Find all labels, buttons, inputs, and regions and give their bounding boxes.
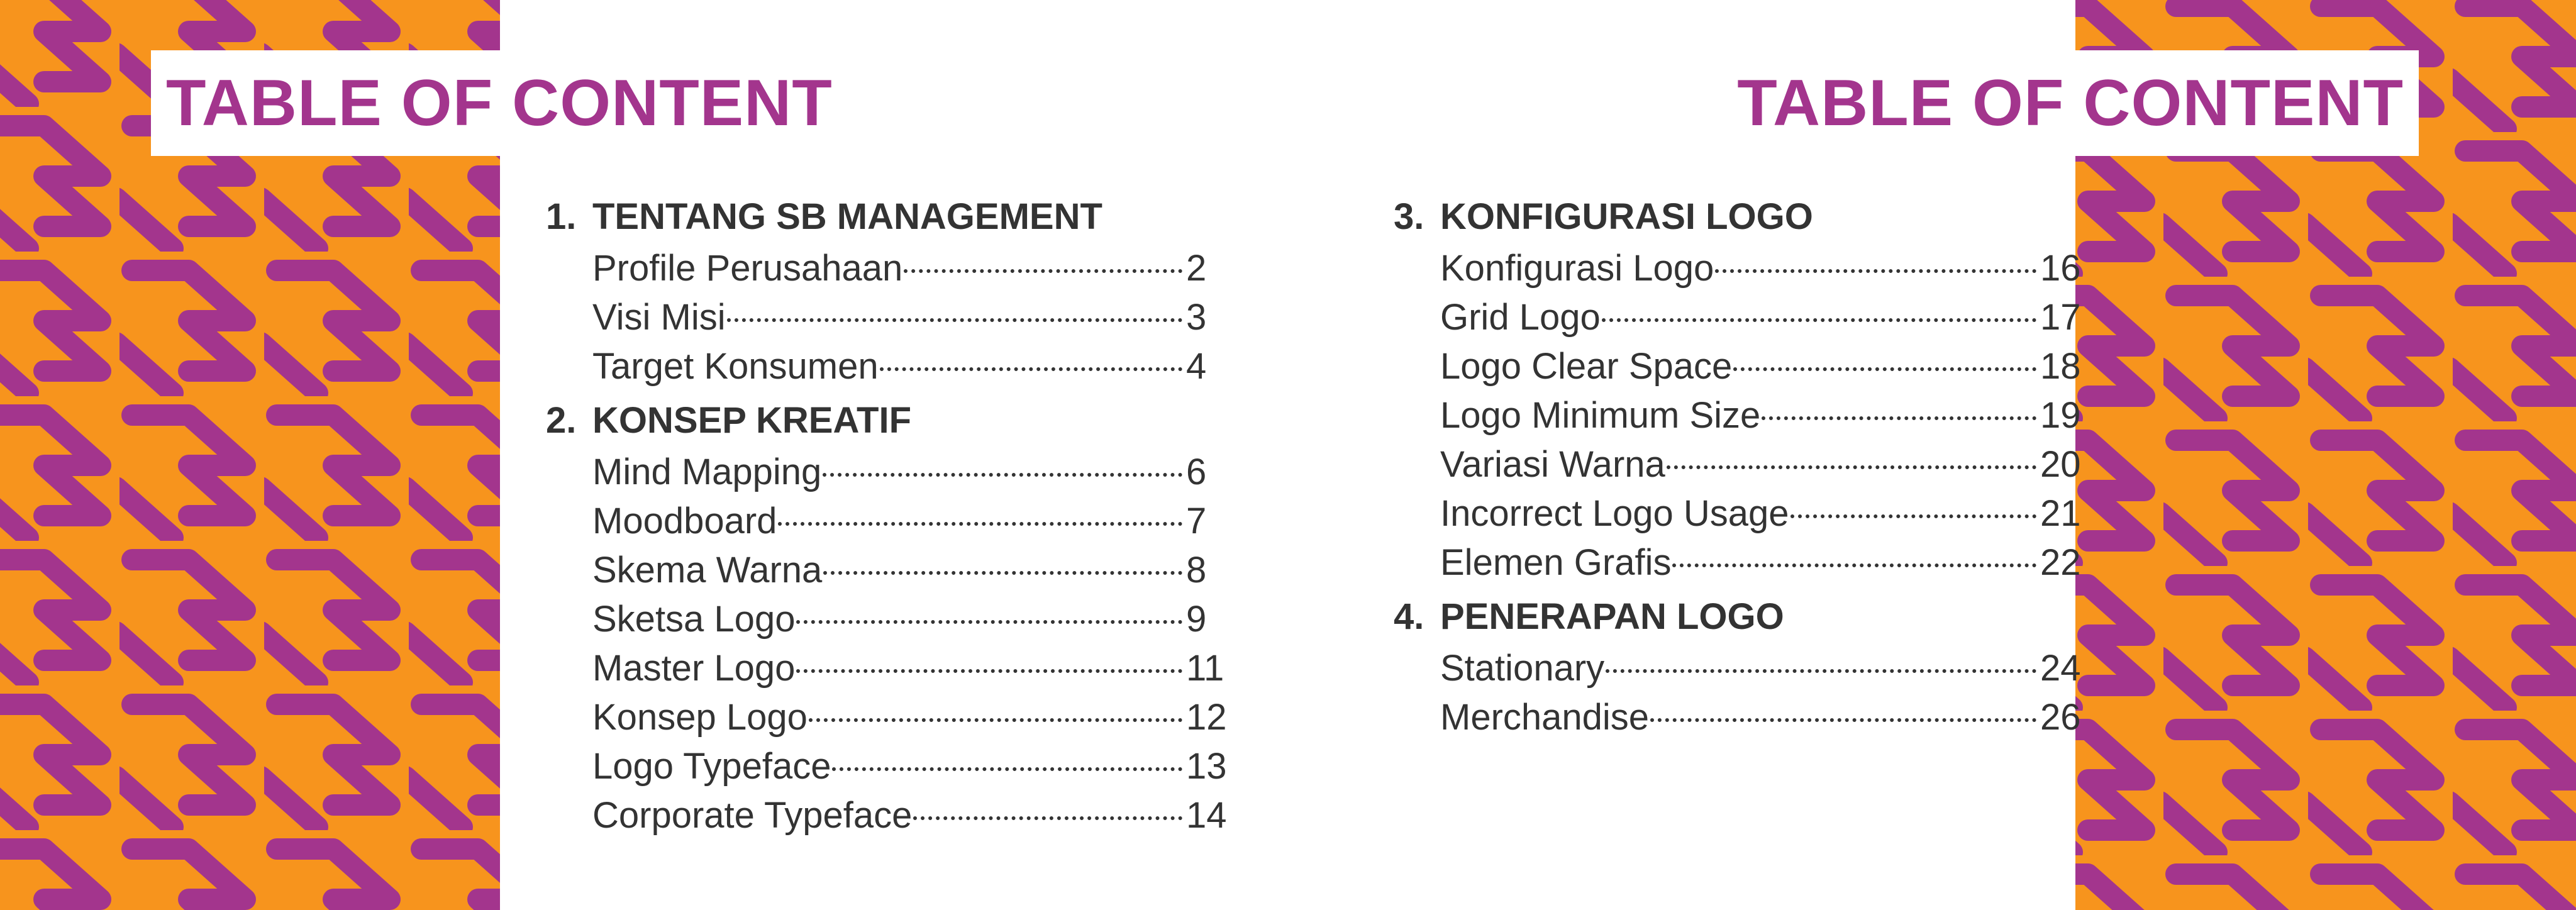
entry-title: Konfigurasi Logo	[1440, 248, 1714, 289]
entry-page-number: 4	[1186, 346, 1207, 387]
toc-entry[interactable]	[1440, 538, 2082, 587]
section-title: TENTANG SB MANAGEMENT	[592, 196, 1102, 237]
toc-section	[1394, 592, 2082, 742]
entry-page-number: 20	[2040, 444, 2081, 485]
entry-title: Variasi Warna	[1440, 444, 1665, 485]
entry-page-number: 18	[2040, 346, 2081, 387]
toc-section	[546, 192, 1228, 391]
toc-entry[interactable]	[592, 342, 1228, 391]
toc-entry[interactable]	[1440, 391, 2082, 440]
dot-leader	[832, 767, 1182, 771]
toc-entry[interactable]	[1440, 342, 2082, 391]
section-number: 2.	[546, 400, 577, 441]
entry-title: Grid Logo	[1440, 297, 1601, 338]
toc-entry[interactable]	[592, 448, 1228, 497]
entry-title: Mind Mapping	[592, 452, 822, 492]
dot-leader	[796, 669, 1182, 673]
toc-entry[interactable]	[592, 497, 1228, 546]
toc-entry[interactable]	[592, 644, 1228, 693]
dot-leader	[796, 620, 1182, 624]
entry-page-number: 16	[2040, 248, 2081, 289]
dot-leader	[1667, 465, 2036, 469]
dot-leader	[823, 473, 1182, 477]
entry-title: Visi Misi	[592, 297, 726, 338]
toc-entry[interactable]	[1440, 693, 2082, 742]
toc-section	[546, 396, 1228, 840]
entry-page-number: 17	[2040, 297, 2081, 338]
section-title: PENERAPAN LOGO	[1440, 596, 1784, 637]
toc-column-left	[546, 192, 1228, 845]
dot-leader	[1762, 416, 2036, 420]
entry-page-number: 14	[1186, 795, 1227, 836]
entry-title: Master Logo	[592, 648, 796, 689]
entry-title: Incorrect Logo Usage	[1440, 493, 1789, 534]
entry-page-number: 19	[2040, 395, 2081, 436]
page-title-right: TABLE OF CONTENT	[1737, 67, 2404, 140]
dot-leader	[809, 718, 1182, 722]
entry-title: Logo Clear Space	[1440, 346, 1733, 387]
section-heading	[546, 192, 1228, 241]
entry-page-number: 3	[1186, 297, 1207, 338]
toc-entry[interactable]	[592, 595, 1228, 644]
entry-page-number: 21	[2040, 493, 2081, 534]
toc-entry[interactable]	[592, 693, 1228, 742]
toc-entry[interactable]	[1440, 644, 2082, 693]
entry-page-number: 22	[2040, 542, 2081, 583]
section-title: KONFIGURASI LOGO	[1440, 196, 1813, 237]
entry-title: Sketsa Logo	[592, 599, 796, 640]
toc-entry[interactable]	[1440, 293, 2082, 342]
title-banner-left	[151, 50, 850, 156]
entry-title: Profile Perusahaan	[592, 248, 903, 289]
toc-entry[interactable]	[592, 293, 1228, 342]
entry-title: Logo Typeface	[592, 746, 831, 787]
section-heading	[1394, 192, 2082, 241]
entry-page-number: 2	[1186, 248, 1207, 289]
entry-page-number: 11	[1186, 648, 1224, 689]
entry-page-number: 24	[2040, 648, 2081, 689]
entry-title: Stationary	[1440, 648, 1605, 689]
entry-title: Target Konsumen	[592, 346, 879, 387]
entry-page-number: 26	[2040, 697, 2081, 738]
entry-title: Elemen Grafis	[1440, 542, 1672, 583]
dot-leader	[1790, 514, 2036, 518]
dot-leader	[823, 571, 1182, 575]
section-number: 1.	[546, 196, 577, 237]
dot-leader	[1602, 318, 2036, 322]
section-number: 4.	[1394, 596, 1424, 637]
dot-leader	[1672, 563, 2036, 567]
toc-entry[interactable]	[592, 244, 1228, 293]
dot-leader	[1715, 269, 2036, 273]
entry-page-number: 8	[1186, 550, 1207, 591]
entry-page-number: 12	[1186, 697, 1227, 738]
page-title-left: TABLE OF CONTENT	[166, 67, 833, 140]
dot-leader	[1733, 367, 2036, 371]
entry-title: Moodboard	[592, 501, 777, 541]
toc-entry[interactable]	[1440, 489, 2082, 538]
dot-leader	[1606, 669, 2036, 673]
section-title: KONSEP KREATIF	[592, 400, 912, 441]
section-heading	[546, 396, 1228, 445]
entry-page-number: 6	[1186, 452, 1207, 492]
toc-column-right	[1394, 192, 2082, 747]
entry-title: Logo Minimum Size	[1440, 395, 1761, 436]
entry-page-number: 7	[1186, 501, 1207, 541]
entry-page-number: 13	[1186, 746, 1227, 787]
dot-leader	[880, 367, 1182, 371]
toc-entry[interactable]	[592, 546, 1228, 595]
toc-entry[interactable]	[1440, 244, 2082, 293]
toc-entry[interactable]	[592, 791, 1228, 840]
toc-entry[interactable]	[1440, 440, 2082, 489]
entry-page-number: 9	[1186, 599, 1207, 640]
entry-title: Corporate Typeface	[592, 795, 913, 836]
entry-title: Skema Warna	[592, 550, 823, 591]
section-heading	[1394, 592, 2082, 641]
section-number: 3.	[1394, 196, 1424, 237]
entry-title: Merchandise	[1440, 697, 1650, 738]
dot-leader	[778, 522, 1182, 526]
toc-entry[interactable]	[592, 742, 1228, 791]
title-banner-right	[1706, 50, 2419, 156]
toc-section	[1394, 192, 2082, 587]
dot-leader	[904, 269, 1182, 273]
dot-leader	[727, 318, 1182, 322]
dot-leader	[913, 816, 1182, 820]
entry-title: Konsep Logo	[592, 697, 808, 738]
dot-leader	[1650, 718, 2036, 722]
